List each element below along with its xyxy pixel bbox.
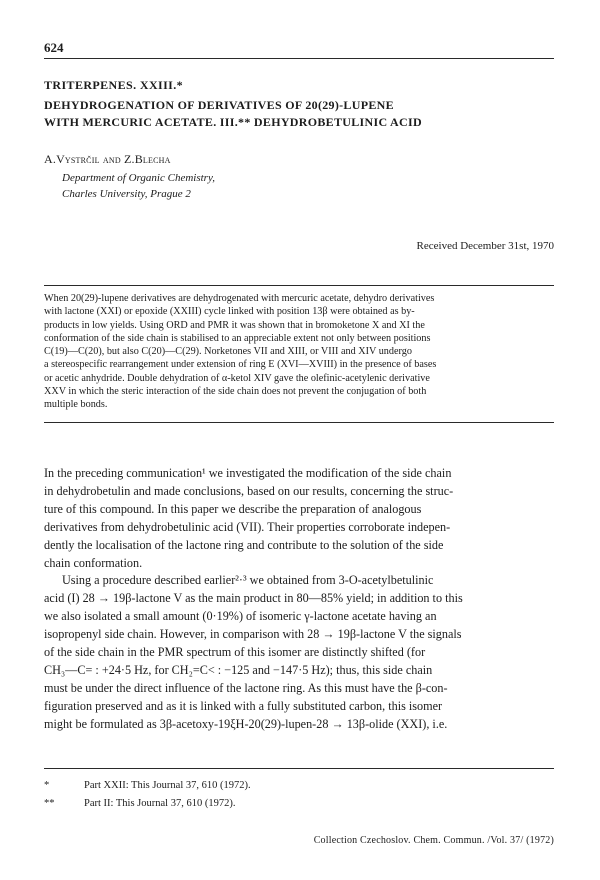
abstract-line: C(19)—C(20), but also C(20)—C(29). Norketones VII and XIII, or VIII and XIV undergo bbox=[44, 346, 412, 358]
abstract-line: with lactone (XXI) or epoxide (XXIII) cycle linked with position 13β were obtained as by- bbox=[44, 306, 415, 318]
body-line: dently the localisation of the lactone ring and contribute to the solution of the side bbox=[44, 537, 444, 552]
body-line: ture of this compound. In this paper we describe the preparation of analogous bbox=[44, 501, 422, 516]
footnote-mark: ** bbox=[44, 798, 55, 809]
body-line: Using a procedure described earlier²·³ we obtained from 3-O-acetylbetulinic bbox=[62, 573, 434, 588]
journal-citation: Collection Czechoslov. Chem. Commun. /Vol. 37/ (1972) bbox=[313, 835, 554, 846]
body-line: isopropenyl side chain. However, in comparison with 28 → 19β-lactone V the signals bbox=[44, 627, 462, 642]
article-title bbox=[44, 97, 564, 131]
abstract-line: a stereospecific rearrangement under extension of ring E (XVI—XVIII) in the presence of bases bbox=[44, 359, 437, 371]
body-line: derivatives from dehydrobetulinic acid (VII). Their properties corroborate indepen- bbox=[44, 519, 451, 534]
footnote bbox=[44, 798, 235, 809]
body-line: In the preceding communication¹ we investigated the modification of the side chain bbox=[44, 466, 452, 480]
footnote-mark: * bbox=[44, 780, 50, 791]
top-rule bbox=[44, 58, 554, 59]
body-line: in dehydrobetulin and made conclusions, based on our results, concerning the struc- bbox=[44, 483, 454, 498]
abstract-line: multiple bonds. bbox=[44, 399, 108, 411]
body-line: must be under the direct influence of the lactone ring. As this must have the β-con- bbox=[44, 680, 448, 695]
affiliation-line: Department of Organic Chemistry, bbox=[62, 172, 215, 184]
body-line: of the side chain in the PMR spectrum of this isomer are distinctly shifted (for bbox=[44, 645, 426, 660]
abstract-line: products in low yields. Using ORD and PMR it was shown that in bromoketone X and XI the bbox=[44, 319, 425, 331]
abstract-line: conformation of the side chain is stabilised to an appreciable extent not only between positions bbox=[44, 332, 431, 344]
abstract bbox=[44, 292, 554, 412]
body-line: CH₃—C= : +24·5 Hz, for CH₂=C< : −125 and −147·5 Hz); thus, this side chain bbox=[44, 662, 433, 677]
body-line: we also isolated a small amount (0·19%) of isomeric γ-lactone acetate having an bbox=[44, 609, 437, 624]
body-line: acid (I) 28 → 19β-lactone V as the main product in 80—85% yield; in addition to this bbox=[44, 591, 463, 606]
page-number: 624 bbox=[44, 40, 64, 55]
body-line: figuration preserved and as it is linked with a fully substituted carbon, this isomer bbox=[44, 698, 443, 713]
abstract-line: When 20(29)-lupene derivatives are dehydrogenated with mercuric acetate, dehydro derivatives bbox=[44, 293, 435, 304]
footnote-rule bbox=[44, 768, 554, 769]
authors: A.Vystrčil and Z.Blecha bbox=[44, 152, 171, 166]
body-text bbox=[44, 465, 554, 734]
title-line: DEHYDROGENATION OF DERIVATIVES OF 20(29)-LUPENE bbox=[44, 98, 394, 112]
abstract-line: XXV in which the steric interaction of the side chain does not prevent the conjugation of both bbox=[44, 386, 427, 398]
series-title: TRITERPENES. XXIII.* bbox=[44, 78, 184, 92]
footnote-text: Part II: This Journal 37, 610 (1972). bbox=[84, 798, 236, 809]
abstract-bottom-rule bbox=[44, 422, 554, 423]
title-line: WITH MERCURIC ACETATE. III.** DEHYDROBETULINIC ACID bbox=[44, 115, 422, 129]
affiliation-line: Charles University, Prague 2 bbox=[62, 188, 191, 200]
received-date: Received December 31st, 1970 bbox=[416, 240, 554, 252]
abstract-line: or acetic anhydride. Double dehydration of α-ketol XIV gave the olefinic-acetylenic derivative bbox=[44, 372, 430, 384]
body-line: might be formulated as 3β-acetoxy-19ξH-20(29)-lupen-28 → 13β-olide (XXI), i.e. bbox=[44, 716, 448, 731]
footnote bbox=[44, 780, 251, 791]
footnote-text: Part XXII: This Journal 37, 610 (1972). bbox=[84, 780, 251, 791]
abstract-top-rule bbox=[44, 285, 554, 286]
body-line: chain conformation. bbox=[44, 555, 143, 570]
